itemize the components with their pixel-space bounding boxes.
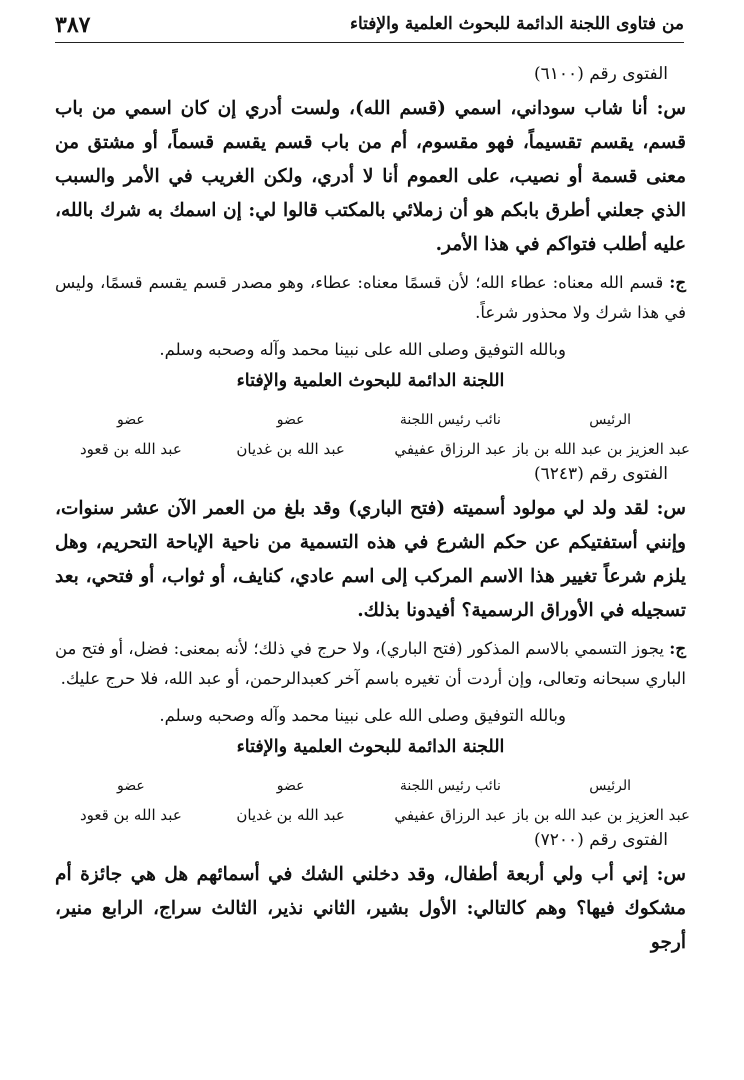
answer-label: ج: [669,273,687,292]
name-member: عبد الله بن غديان [236,806,345,824]
signatory-names [51,806,690,824]
fatwa-7200 [55,828,686,960]
question-text: إني أب ولي أربعة أطفال، وقد دخلني الشك في أسمائهم هل هي جائزة أم مشكوك فيها؟ وهم كالتالي: الأول بشير، الثاني نذير، الثالث سراج، الرابع منير، أرجو [55,864,686,953]
name-president: عبد العزيز بن عبد الله بن باز [513,440,690,458]
answer-text: يجوز التسمي بالاسم المذكور (فتح الباري)، ولا حرج في ذلك؛ لأنه بمعنى: فضل، أو فتح من الباري سبحانه وتعالى، وإن أردت أن تغيره باسم آخر كعبدالرحمن، أو عبد الله، فلا حرج عليك. [55,639,686,688]
signatory-roles [51,412,690,428]
fatwa-number: الفتوى رقم (٦١٠٠) [534,64,668,84]
name-member: عبد الله بن غديان [236,440,345,458]
page-header [55,12,684,43]
question-text: لقد ولد لي مولود أسميته (فتح الباري) وقد بلغ من العمر الآن عشر سنوات، وإنني أستفتيكم عن حكم الشرع في هذه التسمية من ناحية الإباحة التحريم، وهل يلزم شرعاً تغيير هذا الاسم المركب إلى اسم عادي، كنايف، أو ثواب، أو فتحي، بعد تسجيله في الأوراق الرسمية؟ أفيدونا بذلك. [55,498,686,621]
question-paragraph [55,492,686,628]
question-label: س: [656,98,686,119]
signatory-roles [51,778,690,794]
question-text: أنا شاب سوداني، اسمي (قسم الله)، ولست أدري إن كان اسمي من باب قسم، يقسم تقسيماً، فهو مقسوم، أم من باب قسم يقسم قسماً، أو مشتق من معنى قسمة أو نصيب، على العموم أنا لا أدري، ولكن الغريب في الأمر والسبب الذي جعلني أطرق بابكم هو أن زملائي بالمكتب قالوا لي: إن اسمك به شرك بالله، عليه أطلب فتواكم في هذا الأمر. [55,98,686,255]
committee-heading: اللجنة الدائمة للبحوث العلمية والإفتاء [236,371,505,391]
fatwa-number: الفتوى رقم (٧٢٠٠) [534,830,668,850]
role-member: عضو [276,778,305,794]
question-label: س: [656,864,686,885]
name-member: عبد الله بن قعود [79,806,182,824]
answer-paragraph [55,268,686,328]
role-member: عضو [276,412,305,428]
fatwa-6100 [55,62,690,458]
closing-line: وبالله التوفيق وصلى الله على نبينا محمد وآله وصحبه وسلم. [159,706,566,725]
role-vice-president: نائب رئيس اللجنة [399,778,501,794]
answer-label: ج: [669,639,686,658]
closing-line: وبالله التوفيق وصلى الله على نبينا محمد وآله وصحبه وسلم. [159,340,566,359]
committee-heading: اللجنة الدائمة للبحوث العلمية والإفتاء [236,737,505,757]
answer-paragraph [55,634,686,694]
answer-text: قسم الله معناه: عطاء الله؛ لأن قسمًا معناه: عطاء، وهو مصدر قسم يقسم قسمًا، وليس في هذا شرك ولا محذور شرعاً. [55,273,686,322]
page-content [55,58,690,960]
running-title: من فتاوى اللجنة الدائمة للبحوث العلمية والإفتاء [349,14,684,34]
role-member: عضو [117,778,145,794]
role-member: عضو [117,412,145,428]
signatory-names [51,440,690,458]
role-president: الرئيس [589,778,632,794]
fatwa-6243 [55,462,690,824]
name-member: عبد الله بن قعود [79,440,182,458]
name-president: عبد العزيز بن عبد الله بن باز [513,806,690,824]
page-number: ٣٨٧ [55,12,91,38]
name-vice-president: عبد الرزاق عفيفي [394,440,507,458]
role-president: الرئيس [589,412,632,428]
name-vice-president: عبد الرزاق عفيفي [394,806,507,824]
role-vice-president: نائب رئيس اللجنة [399,412,501,428]
question-paragraph [55,92,686,262]
question-label: س: [656,498,686,519]
fatwa-number: الفتوى رقم (٦٢٤٣) [534,464,668,484]
question-paragraph [55,858,686,960]
